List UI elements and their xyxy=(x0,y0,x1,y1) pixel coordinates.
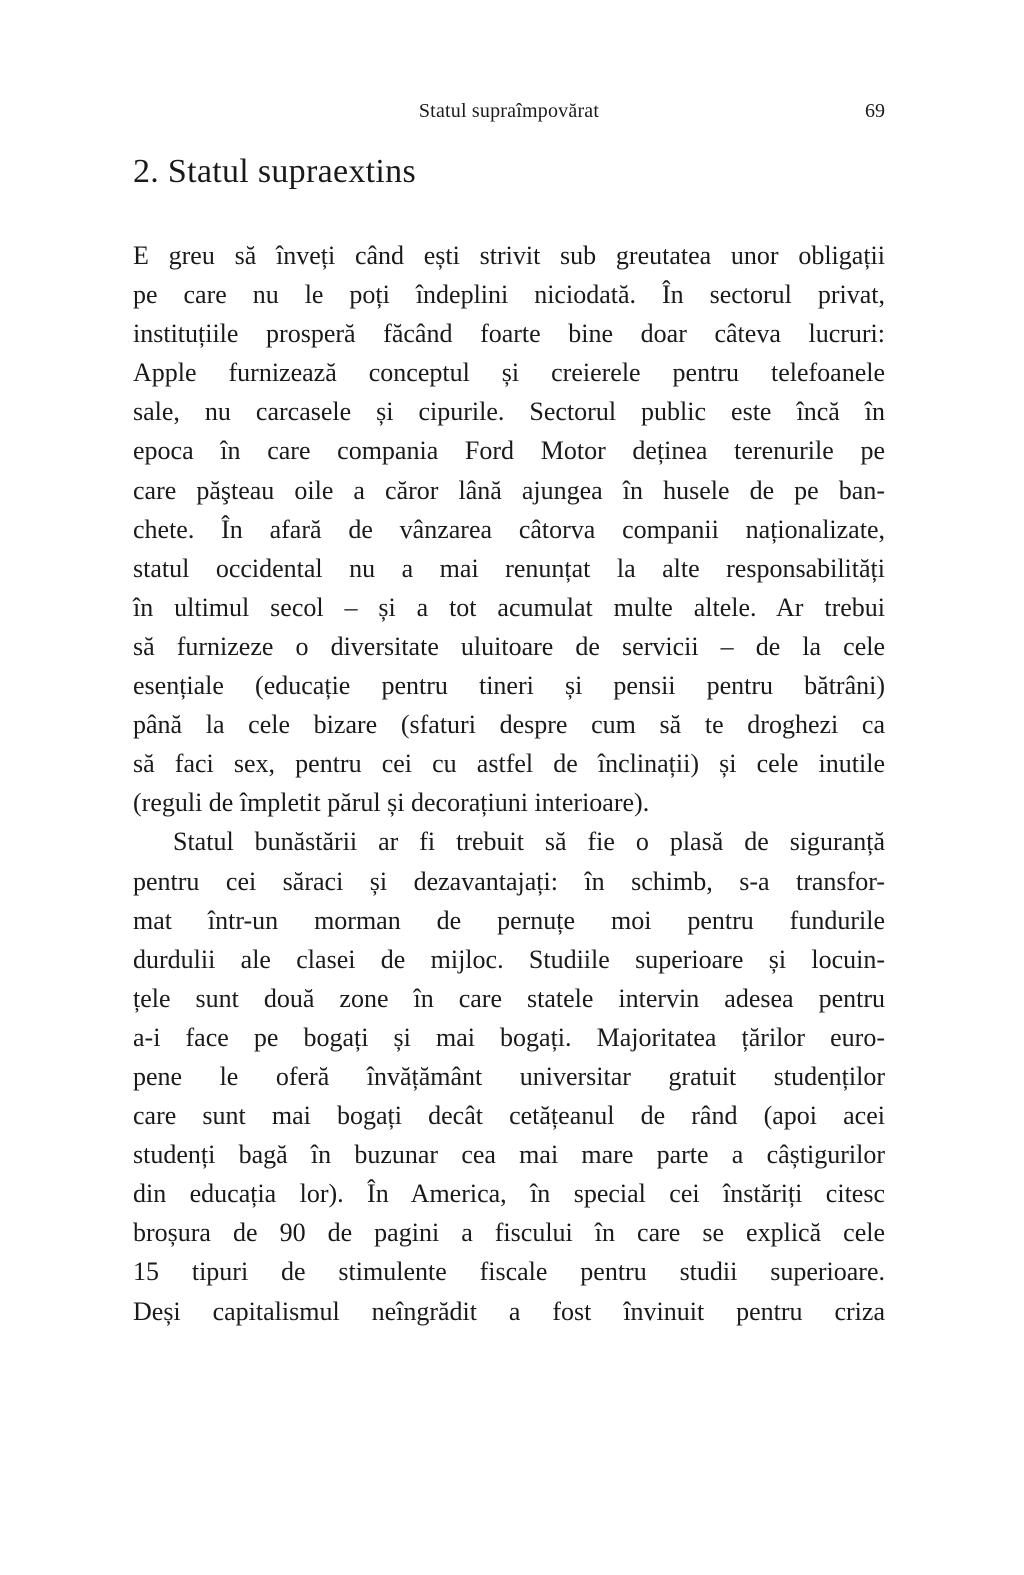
running-title: Statul supraîmpovărat xyxy=(418,100,600,122)
body-text xyxy=(133,236,885,1331)
text-line: (reguli de împletit părul și decorațiuni interioare). xyxy=(133,788,650,818)
text-line: E greu să înveți când ești strivit sub greutatea unor obligații xyxy=(133,241,885,270)
text-line: chete. În afară de vânzarea câtorva companii naționalizate, xyxy=(133,514,885,544)
text-line: instituțiile prosperă făcând foarte bine doar câteva lucruri: xyxy=(133,319,885,349)
text-line: mat într-un morman de pernuțe moi pentru fundurile xyxy=(133,905,885,935)
text-line: pene le oferă învățământ universitar gratuit studenților xyxy=(133,1061,885,1091)
text-line: care păşteau oile a căror lână ajungea în husele de pe ban- xyxy=(133,475,885,505)
paragraph-2 xyxy=(133,822,885,1330)
text-line: broșura de 90 de pagini a fiscului în care se explică cele xyxy=(133,1218,885,1248)
text-line: pe care nu le poți îndeplini niciodată. În sectorul privat, xyxy=(133,280,885,310)
text-line: epoca în care compania Ford Motor deținea terenurile pe xyxy=(133,436,885,466)
text-line: statul occidental nu a mai renunțat la alte responsabilități xyxy=(133,553,885,583)
text-line: țele sunt două zone în care statele intervin adesea pentru xyxy=(133,983,885,1013)
text-line: sale, nu carcasele și cipurile. Sectorul public este încă în xyxy=(133,397,885,427)
text-line: Deși capitalismul neîngrădit a fost învinuit pentru criza xyxy=(133,1296,885,1326)
text-line: Apple furnizează conceptul și creierele pentru telefoanele xyxy=(133,358,885,388)
text-line: esențiale (educație pentru tineri și pensii pentru bătrâni) xyxy=(133,671,885,701)
text-line: în ultimul secol – și a tot acumulat multe altele. Ar trebui xyxy=(133,592,885,622)
text-line: durdulii ale clasei de mijloc. Studiile superioare și locuin- xyxy=(133,944,885,974)
page-number: 69 xyxy=(865,100,885,122)
text-line: până la cele bizare (sfaturi despre cum să te droghezi ca xyxy=(133,710,885,740)
text-line: pentru cei săraci și dezavantajați: în schimb, s-a transfor- xyxy=(133,866,885,896)
text-line: care sunt mai bogați decât cetățeanul de rând (apoi acei xyxy=(133,1101,885,1131)
text-line: să furnizeze o diversitate uluitoare de servicii – de la cele xyxy=(133,631,885,661)
section-title: 2. Statul supraextins xyxy=(133,153,416,190)
text-line: Statul bunăstării ar fi trebuit să fie o plasă de siguranță xyxy=(173,827,885,857)
running-header xyxy=(133,96,885,126)
text-line: să faci sex, pentru cei cu astfel de înclinații) și cele inutile xyxy=(133,749,885,779)
paragraph-1 xyxy=(133,236,885,822)
text-line: din educația lor). În America, în special cei înstăriți citesc xyxy=(133,1179,885,1209)
text-line: studenți bagă în buzunar cea mai mare parte a câștigurilor xyxy=(133,1140,885,1170)
text-line: a-i face pe bogați și mai bogați. Majoritatea țărilor euro- xyxy=(133,1022,885,1052)
text-line: 15 tipuri de stimulente fiscale pentru studii superioare. xyxy=(133,1257,885,1287)
